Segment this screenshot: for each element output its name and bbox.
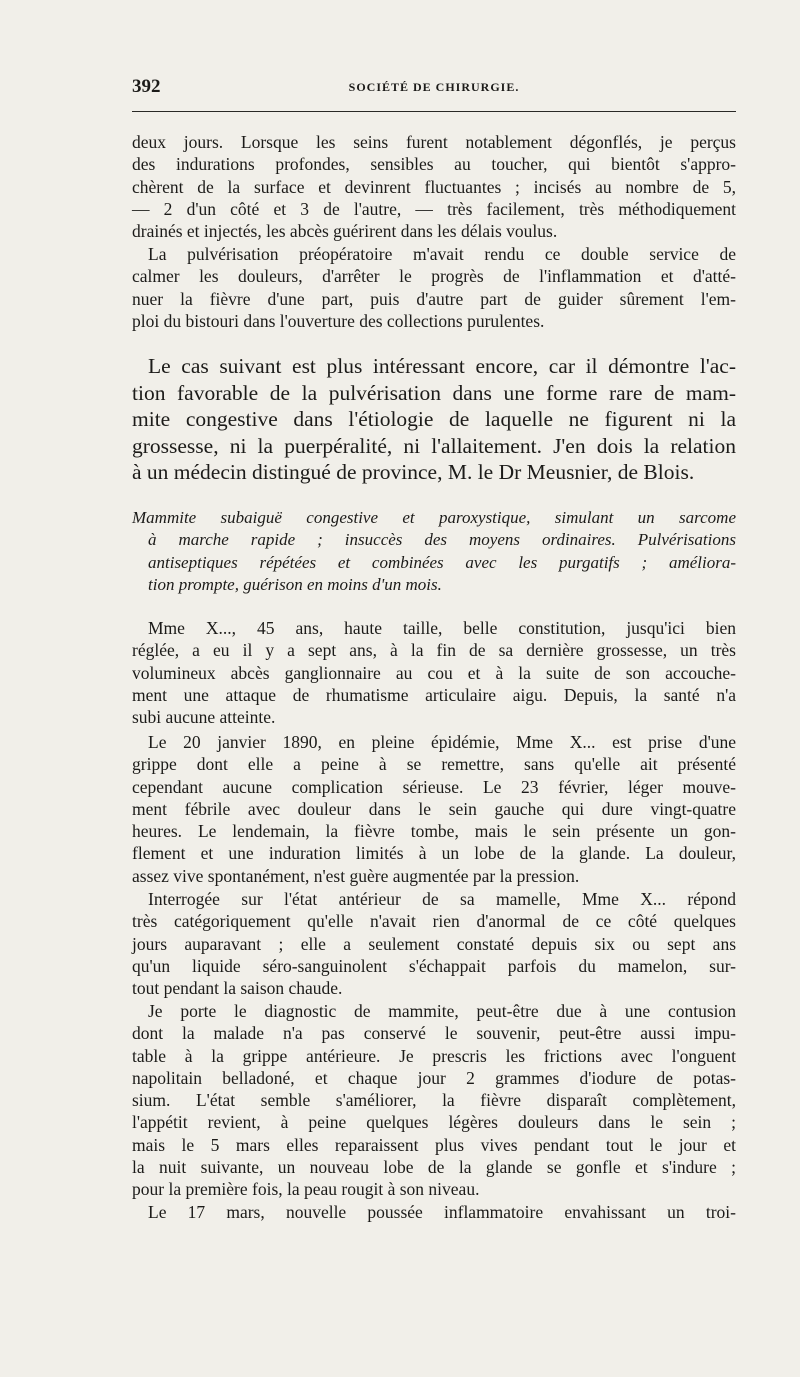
text-line: des indurations profondes, sensibles au toucher, qui bientôt s'appro- — [132, 154, 736, 175]
text-line: tion prompte, guérison en moins d'un mois. — [148, 574, 442, 594]
text-line: mite congestive dans l'étiologie de laquelle ne figurent ni la — [132, 407, 736, 431]
text-line: dont la malade n'a pas conservé le souvenir, peut-être aussi impu- — [132, 1023, 736, 1044]
text-line: Interrogée sur l'état antérieur de sa mamelle, Mme X... répond — [148, 889, 736, 909]
text-line: heures. Le lendemain, la fièvre tombe, mais le sein présente un gon- — [132, 821, 736, 842]
paragraph-2 — [132, 243, 736, 332]
text-line: jours auparavant ; elle a seulement constaté depuis six ou sept ans — [132, 933, 736, 954]
journal-title: SOCIÉTÉ DE CHIRURGIE. — [348, 80, 520, 94]
text-line: calmer les douleurs, d'arrêter le progrès de l'inflammation et d'atté- — [132, 266, 736, 287]
paragraph-5 — [132, 731, 736, 887]
text-line: assez vive spontanément, n'est guère augmentée par la pression. — [132, 865, 580, 886]
text-line: à marche rapide ; insuccès des moyens ordinaires. Pulvérisations — [148, 530, 736, 550]
text-line: l'appétit revient, à peine quelques légères douleurs dans le sein ; — [132, 1112, 736, 1133]
case-title — [132, 507, 736, 596]
paragraph-4 — [132, 617, 736, 728]
paragraph-1 — [132, 131, 736, 242]
text-line: la nuit suivante, un nouveau lobe de la glande se gonfle et s'indure ; — [132, 1157, 736, 1178]
text-line: à un médecin distingué de province, M. le Dr Meusnier, de Blois. — [132, 460, 695, 484]
text-line: flement et une induration limités à un lobe de la glande. La douleur, — [132, 843, 736, 864]
text-line: antiseptiques répétées et combinées avec les purgatifs ; améliora- — [148, 552, 736, 572]
paragraph-6 — [132, 888, 736, 999]
text-line: subi aucune atteinte. — [132, 707, 276, 728]
text-line: — 2 d'un côté et 3 de l'autre, — très facilement, très méthodiquement — [132, 198, 736, 219]
text-line: napolitain belladoné, et chaque jour 2 grammes d'iodure de potas- — [132, 1067, 736, 1088]
text-line: volumineux abcès ganglionnaire au cou et à la suite de son accouche- — [132, 662, 736, 683]
text-line: Le 20 janvier 1890, en pleine épidémie, Mme X... est prise d'une — [148, 732, 736, 752]
paragraph-3 — [132, 353, 736, 486]
header-rule — [132, 111, 736, 112]
text-line: La pulvérisation préopératoire m'avait rendu ce double service de — [148, 244, 736, 264]
text-line: sium. L'état semble s'améliorer, la fièvre disparaît complètement, — [132, 1090, 736, 1111]
text-line: grossesse, ni la puerpéralité, ni l'allaitement. J'en dois la relation — [132, 433, 736, 458]
text-line: deux jours. Lorsque les seins furent notablement dégonflés, je perçus — [132, 132, 736, 152]
page-number: 392 — [132, 76, 161, 97]
text-line: pour la première fois, la peau rougit à son niveau. — [132, 1179, 480, 1200]
paragraph-8 — [132, 1201, 736, 1223]
text-line: Mme X..., 45 ans, haute taille, belle constitution, jusqu'ici bien — [148, 618, 736, 638]
text-line: tion favorable de la pulvérisation dans une forme rare de mam- — [132, 380, 736, 405]
text-line: Je porte le diagnostic de mammite, peut-être due à une contusion — [148, 1001, 736, 1021]
text-line: Le 17 mars, nouvelle poussée inflammatoire envahissant un troi- — [148, 1202, 736, 1222]
text-line: nuer la fièvre d'une part, puis d'autre part de guider sûrement l'em- — [132, 288, 736, 309]
text-line: tout pendant la saison chaude. — [132, 978, 343, 999]
text-line: drainés et injectés, les abcès guérirent dans les délais voulus. — [132, 221, 558, 242]
running-head — [132, 74, 736, 100]
text-line: très catégoriquement qu'elle n'avait rien d'anormal de ce côté quelques — [132, 911, 736, 932]
text-line: chèrent de la surface et devinrent fluctuantes ; incisés au nombre de 5, — [132, 176, 736, 197]
text-line: cependant aucune complication sérieuse. Le 23 février, léger mouve- — [132, 776, 736, 797]
text-line: mais le 5 mars elles reparaissent plus vives pendant tout le jour et — [132, 1134, 736, 1155]
text-line: Le cas suivant est plus intéressant encore, car il démontre l'ac- — [148, 354, 736, 378]
text-line: table à la grippe antérieure. Je prescris les frictions avec l'onguent — [132, 1045, 736, 1066]
paragraph-7 — [132, 1000, 736, 1201]
text-line: ment une attaque de rhumatisme articulaire aigu. Depuis, la santé n'a — [132, 684, 736, 705]
text-line: grippe dont elle a peine à se remettre, sans qu'elle ait présenté — [132, 754, 736, 775]
text-line: réglée, a eu il y a sept ans, à la fin de sa dernière grossesse, un très — [132, 640, 736, 661]
text-line: ploi du bistouri dans l'ouverture des collections purulentes. — [132, 310, 545, 331]
text-line: qu'un liquide séro-sanguinolent s'échappait parfois du mamelon, sur- — [132, 955, 736, 976]
text-line: ment fébrile avec douleur dans le sein gauche qui dure vingt-quatre — [132, 798, 736, 819]
text-line: Mammite subaiguë congestive et paroxystique, simulant un sarcome — [132, 508, 736, 527]
